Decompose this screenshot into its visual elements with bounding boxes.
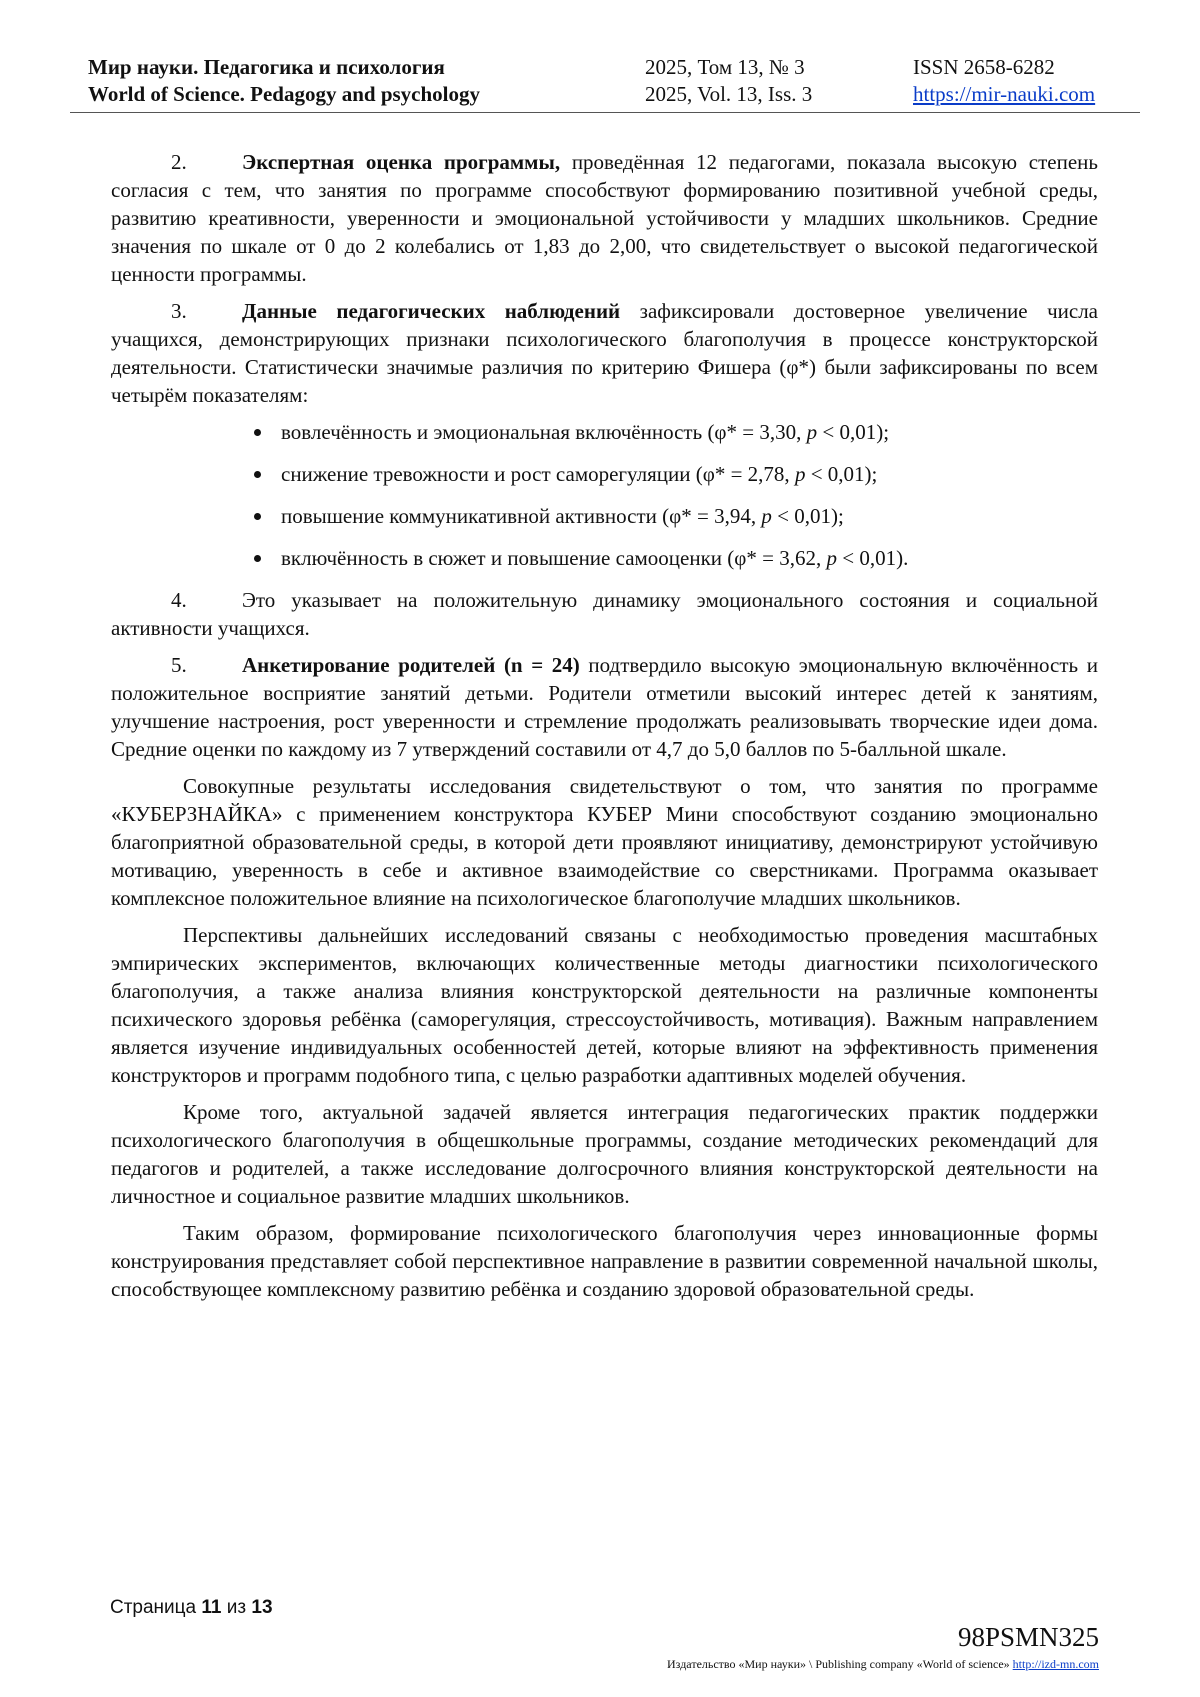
indicator-list <box>111 418 1098 572</box>
bullet-icon <box>254 555 261 562</box>
issue-ru: 2025, Том 13, № 3 <box>645 55 805 79</box>
item-text: подтвердило высокую эмоциональную включённость и положительное восприятие занятий детьми. Родители отметили высокий интерес детей к занятиям, улучшение настроения, рост уверенности и стремление продолжать реализовывать творческие идеи дома. Средние оценки по каждому из 7 утверждений составили от 4,7 до 5,0 баллов по 5-балльной шкале. <box>111 653 1098 761</box>
perspectives-paragraph: Перспективы дальнейших исследований связаны с необходимостью проведения масштабных эмпирических экспериментов, включающих количественные методы диагностики психологического благополучия, а также анализа влияния конструкторской деятельности на различные компоненты психического здоровья ребёнка (саморегуляция, стрессоустойчивость, мотивация). Важным направлением является изучение индивидуальных особенностей детей, которые влияют на эффективность применения конструкторов и программ подобного типа, с целью разработки адаптивных моделей обучения. <box>111 923 1098 1087</box>
page-counter: Страница 11 из 13 <box>110 1597 273 1618</box>
item-number: 2. <box>171 150 187 174</box>
publisher-line: Издательство «Мир науки» \ Publishing company «World of science» http://izd-mn.com <box>667 1657 1099 1671</box>
item-number: 4. <box>171 588 187 612</box>
journal-title-en: World of Science. Pedagogy and psychology <box>88 82 481 106</box>
item-bold: Данные педагогических наблюдений <box>242 299 621 323</box>
journal-header <box>70 54 1140 113</box>
item-text: зафиксировали достоверное увеличение числа учащихся, демонстрирующих признаки психологического благополучия в процессе конструкторской деятельности. Статистически значимые различия по критерию Фишера (φ*) были зафиксированы по всем четырём показателям: <box>111 299 1099 407</box>
item-2 <box>111 148 1098 288</box>
item-bold: Анкетирование родителей (n = 24) <box>242 653 580 677</box>
article-code: 98PSMN325 <box>957 1622 1099 1652</box>
item-number: 5. <box>171 653 187 677</box>
summary-paragraph: Таким образом, формирование психологического благополучия через инновационные формы конструирования представляет собой перспективное направление в развитии современной начальной школы, способствующее комплексному развитию ребёнка и созданию здоровой образовательной среды. <box>111 1221 1098 1301</box>
list-item: включённость в сюжет и повышение самооценки (φ* = 3,62, p < 0,01). <box>111 544 1098 572</box>
journal-url-link[interactable]: https://mir-nauki.com <box>913 82 1096 106</box>
list-item: снижение тревожности и рост саморегуляции (φ* = 2,78, p < 0,01); <box>111 460 1098 488</box>
item-text: Это указывает на положительную динамику эмоционального состояния и социальной активности учащихся. <box>111 588 1098 640</box>
article-body <box>111 148 1098 1312</box>
total-pages: 13 <box>251 1597 273 1618</box>
tasks-paragraph: Кроме того, актуальной задачей является интеграция педагогических практик поддержки психологического благополучия в общешкольные программы, создание методических рекомендаций для педагогов и родителей, а также исследование долгосрочного влияния конструкторской деятельности на личностное и социальное развитие младших школьников. <box>111 1100 1098 1208</box>
issn-block <box>913 54 1095 108</box>
bullet-icon <box>254 513 261 520</box>
issn: ISSN 2658-6282 <box>913 55 1055 79</box>
list-item: повышение коммуникативной активности (φ* = 3,94, p < 0,01); <box>111 502 1098 530</box>
item-4 <box>111 586 1098 642</box>
journal-title-ru: Мир науки. Педагогика и психология <box>88 55 445 79</box>
item-text: проведённая 12 педагогами, показала высокую степень согласия с тем, что занятия по программе способствуют формированию позитивной учебной среды, развитию креативности, уверенности и эмоциональной устойчивости у младших школьников. Средние значения по шкале от 0 до 2 колебались от 1,83 до 2,00, что свидетельствует о высокой педагогической ценности программы. <box>111 150 1098 286</box>
conclusion-paragraph: Совокупные результаты исследования свидетельствуют о том, что занятия по программе «КУБЕРЗНАЙКА» с применением конструктора КУБЕР Мини способствуют созданию эмоционально благоприятной образовательной среды, в которой дети проявляют инициативу, демонстрируют устойчивую мотивацию, уверенность в себе и активное взаимодействие со сверстниками. Программа оказывает комплексное положительное влияние на психологическое благополучие младших школьников. <box>111 774 1098 910</box>
issue-en: 2025, Vol. 13, Iss. 3 <box>645 82 813 106</box>
item-bold: Экспертная оценка программы, <box>242 150 561 174</box>
publisher-link[interactable]: http://izd-mn.com <box>1012 1657 1099 1671</box>
bullet-icon <box>254 471 261 478</box>
item-3 <box>111 297 1098 409</box>
journal-title <box>88 54 480 108</box>
current-page: 11 <box>201 1597 222 1618</box>
issue-info <box>645 54 812 108</box>
item-5 <box>111 651 1098 763</box>
bullet-icon <box>254 429 261 436</box>
list-item: вовлечённость и эмоциональная включённость (φ* = 3,30, p < 0,01); <box>111 418 1098 446</box>
item-number: 3. <box>171 299 187 323</box>
